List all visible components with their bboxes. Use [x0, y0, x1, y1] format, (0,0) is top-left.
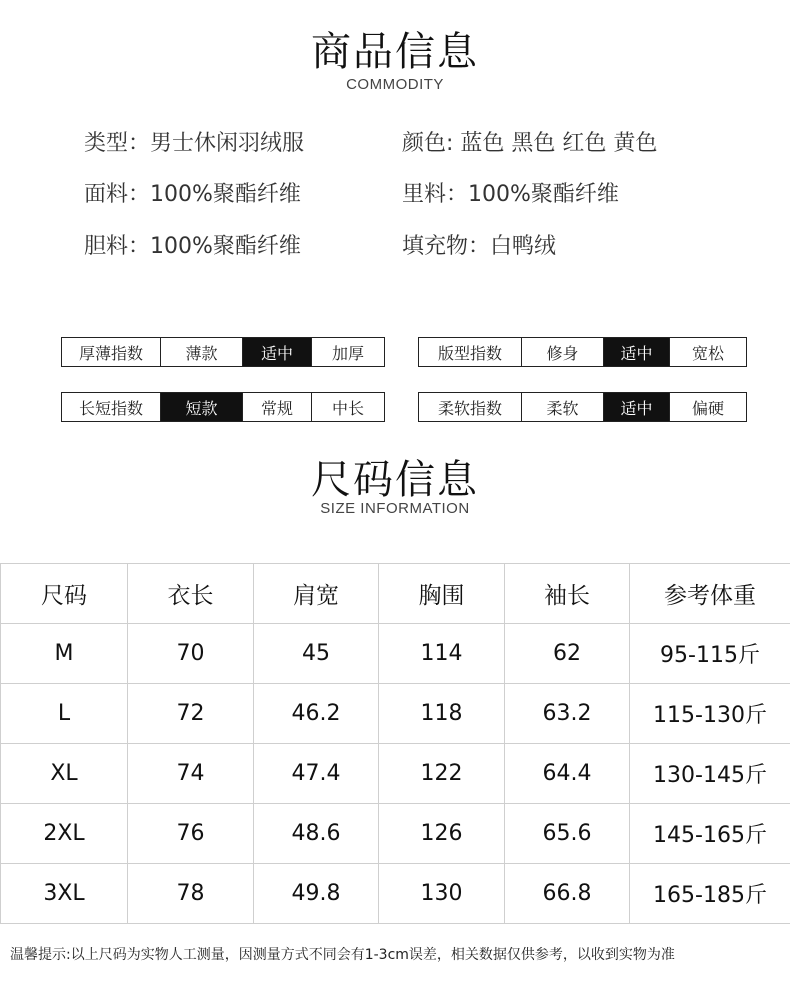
- cell-weight: 95-115斤: [630, 624, 790, 684]
- size-table: [0, 563, 790, 924]
- length-index: [61, 392, 385, 422]
- commodity-subtitle: COMMODITY: [346, 76, 444, 93]
- cell-chest: 118: [379, 684, 505, 744]
- cell-sleeve: 64.4: [505, 744, 630, 804]
- cell-weight: 115-130斤: [630, 684, 790, 744]
- softness-option-hard: 偏硬: [669, 393, 746, 421]
- cell-weight: 145-165斤: [630, 804, 790, 864]
- header-sleeve: 袖长: [505, 564, 630, 624]
- length-option-long: 中长: [311, 393, 384, 421]
- cell-chest: 126: [379, 804, 505, 864]
- commodity-title: 商品信息: [311, 29, 479, 75]
- table-row: [1, 684, 790, 744]
- cell-weight: 130-145斤: [630, 744, 790, 804]
- cell-shoulder: 49.8: [254, 864, 379, 924]
- cell-weight: 165-185斤: [630, 864, 790, 924]
- length-option-regular: 常规: [242, 393, 311, 421]
- cell-length: 76: [128, 804, 254, 864]
- info-type: 类型：男士休闲羽绒服: [84, 131, 305, 156]
- length-index-label: 长短指数: [78, 398, 143, 418]
- cell-shoulder: 48.6: [254, 804, 379, 864]
- cell-size: L: [1, 684, 128, 744]
- cell-chest: 130: [379, 864, 505, 924]
- header-weight: 参考体重: [630, 564, 790, 624]
- header-size: 尺码: [1, 564, 128, 624]
- size-subtitle: SIZE INFORMATION: [320, 500, 470, 517]
- softness-option-soft: 柔软: [521, 393, 603, 421]
- fit-index-label: 版型指数: [437, 343, 502, 363]
- cell-length: 78: [128, 864, 254, 924]
- cell-sleeve: 63.2: [505, 684, 630, 744]
- table-row: [1, 744, 790, 804]
- cell-size: 2XL: [1, 804, 128, 864]
- cell-length: 74: [128, 744, 254, 804]
- cell-length: 72: [128, 684, 254, 744]
- thickness-option-thick: 加厚: [311, 338, 384, 366]
- fit-option-medium: 适中: [603, 338, 669, 366]
- cell-sleeve: 62: [505, 624, 630, 684]
- length-option-short: 短款: [160, 393, 242, 421]
- cell-shoulder: 47.4: [254, 744, 379, 804]
- softness-option-medium: 适中: [603, 393, 669, 421]
- cell-sleeve: 66.8: [505, 864, 630, 924]
- softness-index: [418, 392, 747, 422]
- size-note: 温馨提示:以上尺码为实物人工测量，因测量方式不同会有1-3cm误差，相关数据仅供参考，以收到实物为准: [10, 947, 675, 963]
- header-length: 衣长: [128, 564, 254, 624]
- cell-size: XL: [1, 744, 128, 804]
- info-fabric: 面料：100%聚酯纤维: [84, 182, 301, 207]
- thickness-option-thin: 薄款: [160, 338, 242, 366]
- cell-length: 70: [128, 624, 254, 684]
- info-lining: 里料：100%聚酯纤维: [402, 182, 619, 207]
- table-row: [1, 804, 790, 864]
- cell-size: M: [1, 624, 128, 684]
- cell-shoulder: 46.2: [254, 684, 379, 744]
- fit-option-slim: 修身: [521, 338, 603, 366]
- table-row: [1, 624, 790, 684]
- info-inner: 胆料：100%聚酯纤维: [84, 234, 301, 259]
- fit-index: [418, 337, 747, 367]
- softness-index-label: 柔软指数: [437, 398, 502, 418]
- size-title: 尺码信息: [311, 457, 479, 503]
- fit-option-loose: 宽松: [669, 338, 746, 366]
- header-shoulder: 肩宽: [254, 564, 379, 624]
- thickness-index-label: 厚薄指数: [78, 343, 143, 363]
- thickness-option-medium: 适中: [242, 338, 311, 366]
- thickness-index: [61, 337, 385, 367]
- info-color: 颜色: 蓝色 黑色 红色 黄色: [402, 131, 658, 156]
- size-table-header: [1, 564, 790, 624]
- cell-size: 3XL: [1, 864, 128, 924]
- info-filling: 填充物：白鸭绒: [402, 234, 557, 259]
- cell-chest: 122: [379, 744, 505, 804]
- cell-sleeve: 65.6: [505, 804, 630, 864]
- table-row: [1, 864, 790, 924]
- header-chest: 胸围: [379, 564, 505, 624]
- cell-shoulder: 45: [254, 624, 379, 684]
- cell-chest: 114: [379, 624, 505, 684]
